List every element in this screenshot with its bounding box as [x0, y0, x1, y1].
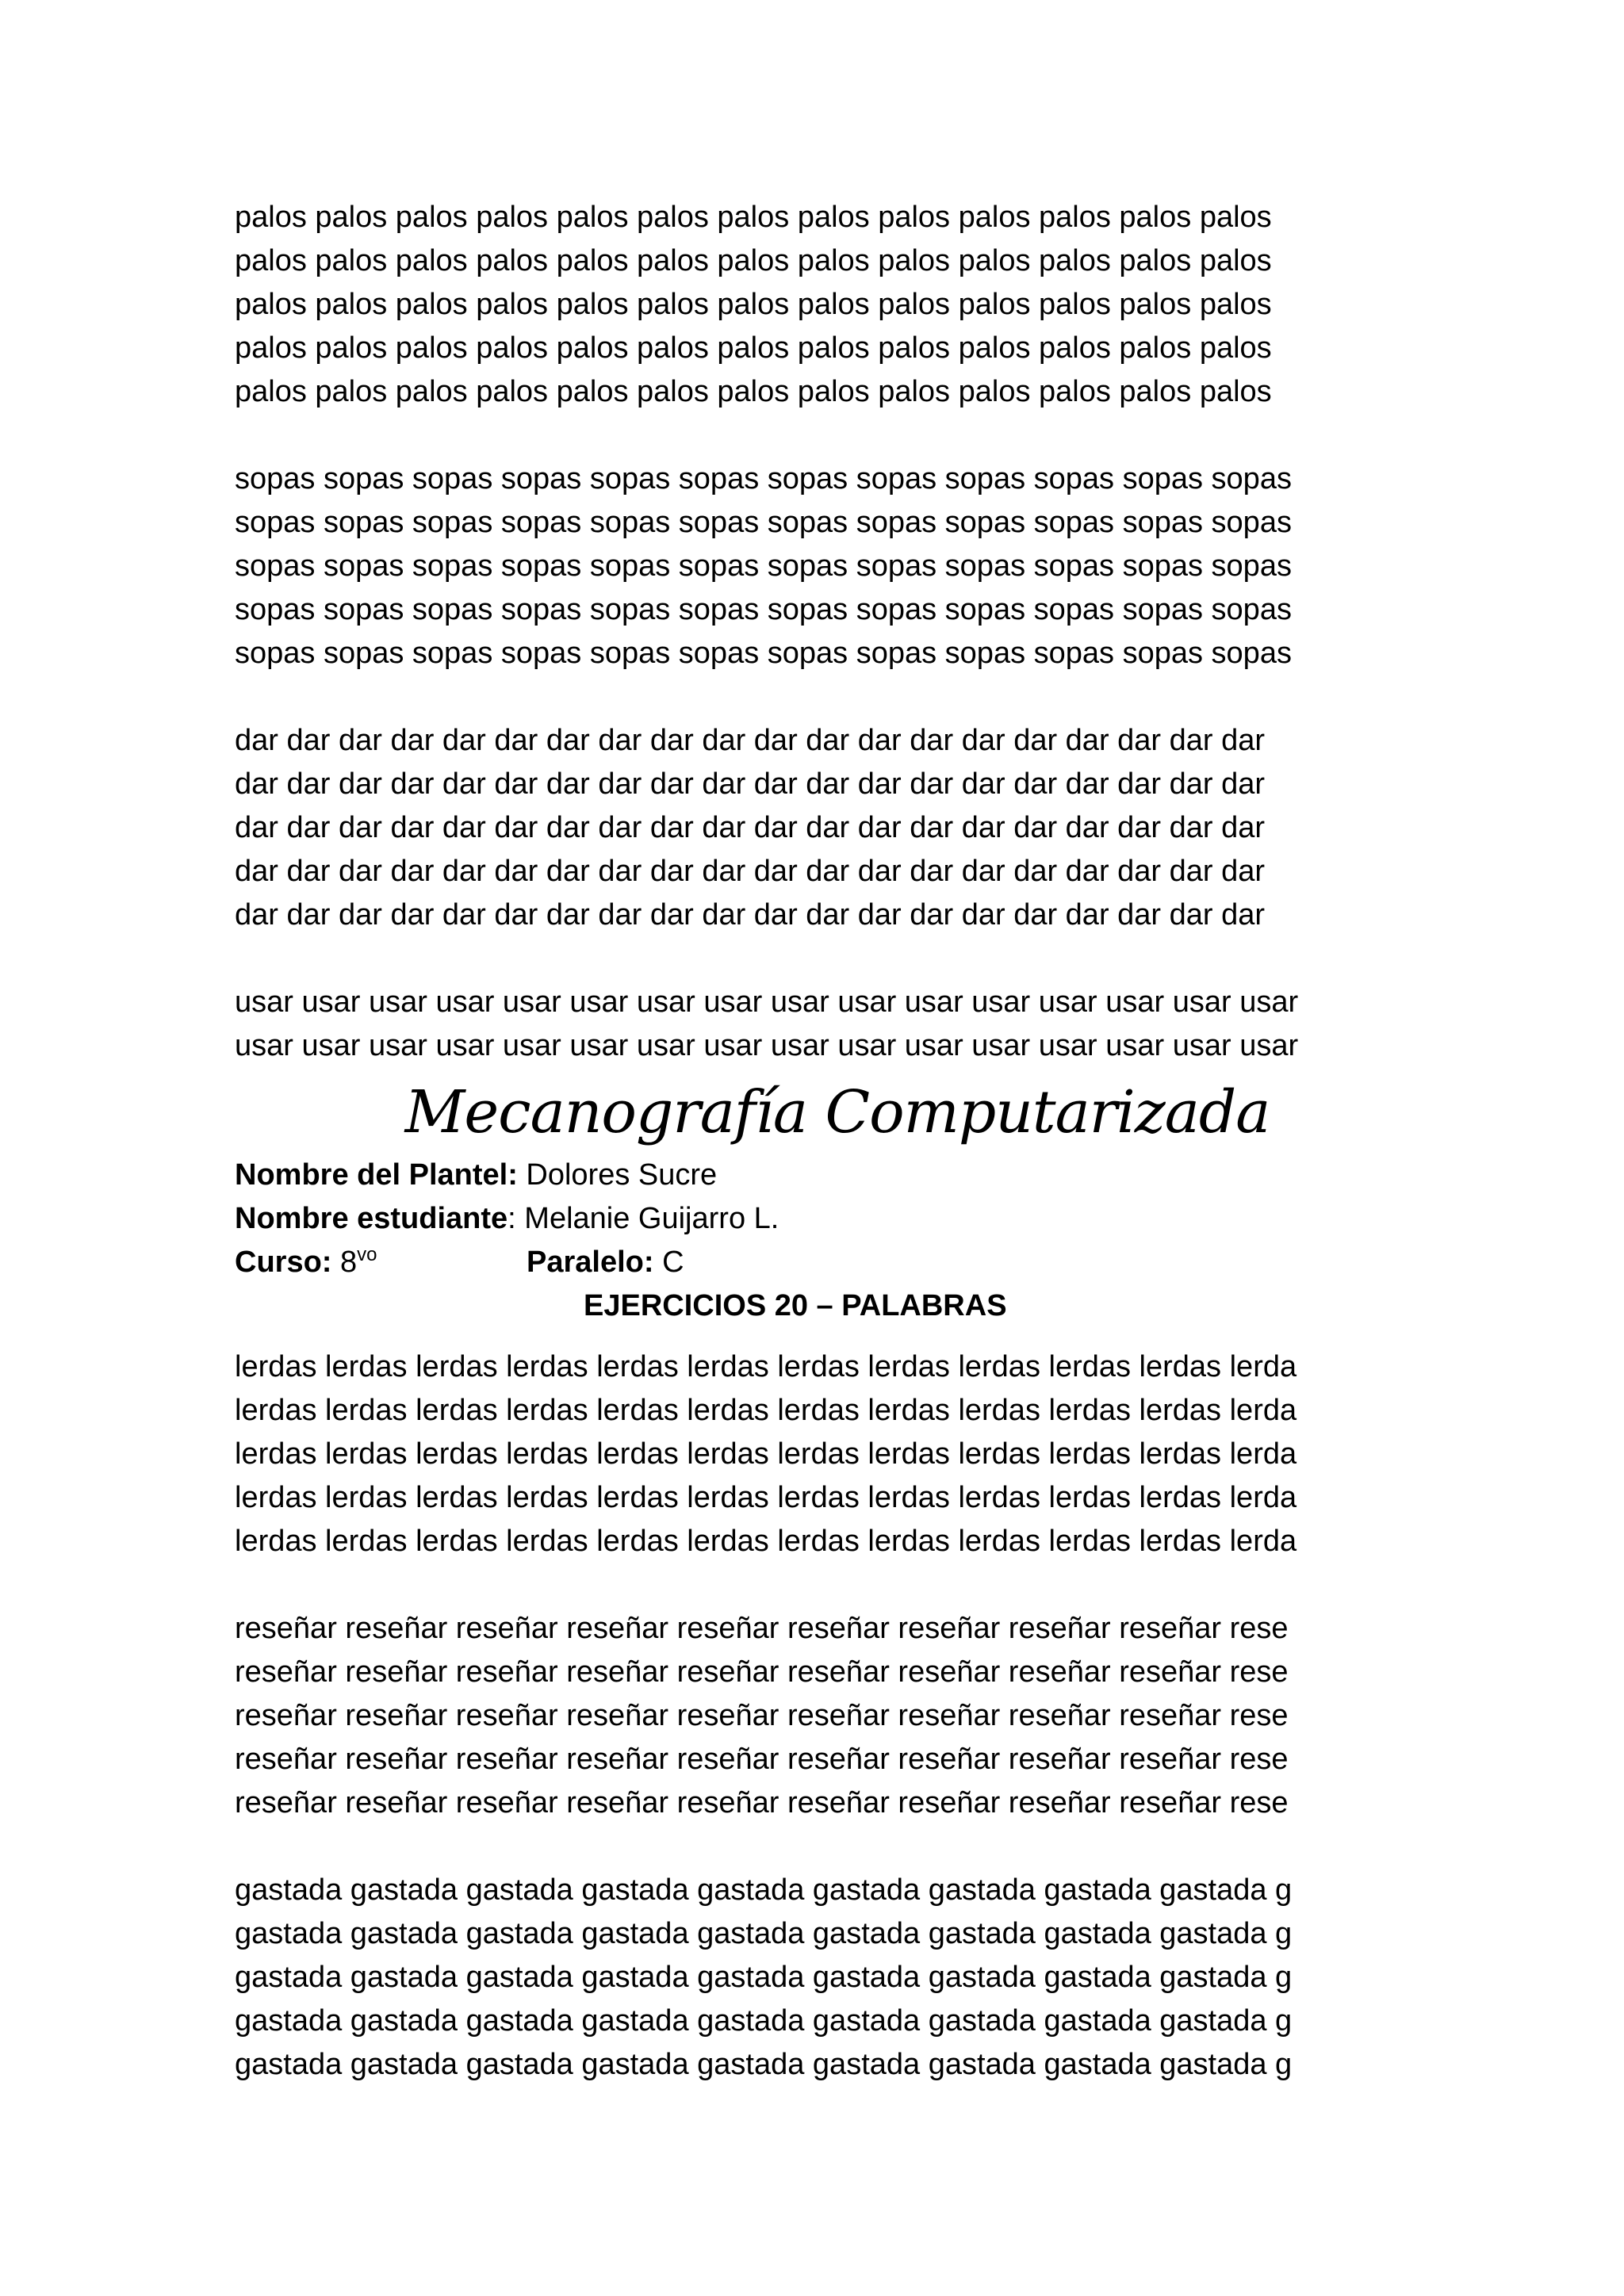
estudiante-line [235, 1197, 1440, 1241]
text-line: gastada gastada gastada gastada gastada gastada gastada gastada gastada g [235, 1873, 1293, 1907]
text-line: reseñar reseñar reseñar reseñar reseñar reseñar reseñar reseñar reseñar rese [235, 1743, 1289, 1776]
block-spacer [235, 1563, 1440, 1607]
text-line: dar dar dar dar dar dar dar dar dar dar dar dar dar dar dar dar dar dar dar dar [235, 811, 1266, 844]
text-line: palos palos palos palos palos palos palos palos palos palos palos palos palos [235, 375, 1272, 408]
text-line: palos palos palos palos palos palos palos palos palos palos palos palos palos [235, 288, 1272, 321]
text-line: palos palos palos palos palos palos palos palos palos palos palos palos palos [235, 201, 1272, 234]
text-line: reseñar reseñar reseñar reseñar reseñar reseñar reseñar reseñar reseñar rese [235, 1612, 1289, 1645]
plantel-line [235, 1154, 1440, 1197]
exercise-block-dar [235, 719, 1440, 937]
document-content [235, 196, 1440, 2087]
text-line: dar dar dar dar dar dar dar dar dar dar dar dar dar dar dar dar dar dar dar dar [235, 898, 1266, 932]
text-line: dar dar dar dar dar dar dar dar dar dar dar dar dar dar dar dar dar dar dar dar [235, 855, 1266, 888]
text-line: lerdas lerdas lerdas lerdas lerdas lerdas lerdas lerdas lerdas lerdas lerdas lerda [235, 1350, 1297, 1383]
text-line: sopas sopas sopas sopas sopas sopas sopas sopas sopas sopas sopas sopas [235, 593, 1292, 626]
text-line: lerdas lerdas lerdas lerdas lerdas lerdas lerdas lerdas lerdas lerdas lerdas lerda [235, 1437, 1297, 1471]
text-line: usar usar usar usar usar usar usar usar usar usar usar usar usar usar usar usar [235, 1029, 1299, 1062]
text-line: sopas sopas sopas sopas sopas sopas sopas sopas sopas sopas sopas sopas [235, 549, 1292, 583]
exercise-block-palos [235, 196, 1440, 414]
text-line: sopas sopas sopas sopas sopas sopas sopas sopas sopas sopas sopas sopas [235, 637, 1292, 670]
exercise-block-sopas [235, 457, 1440, 675]
text-line: gastada gastada gastada gastada gastada gastada gastada gastada gastada g [235, 2004, 1293, 2038]
text-line: usar usar usar usar usar usar usar usar usar usar usar usar usar usar usar usar [235, 985, 1299, 1019]
block-spacer [235, 937, 1440, 981]
text-line: sopas sopas sopas sopas sopas sopas sopas sopas sopas sopas sopas sopas [235, 506, 1292, 539]
text-line: reseñar reseñar reseñar reseñar reseñar reseñar reseñar reseñar reseñar rese [235, 1699, 1289, 1732]
exercise-block-gastada [235, 1869, 1440, 2087]
paralelo-group [527, 1241, 684, 1284]
paralelo-label: Paralelo: [527, 1246, 654, 1279]
curso-value: 8 [331, 1246, 358, 1279]
block-spacer [235, 675, 1440, 719]
estudiante-label: Nombre estudiante [235, 1202, 508, 1235]
plantel-label: Nombre del Plantel: [235, 1158, 518, 1192]
text-line: lerdas lerdas lerdas lerdas lerdas lerdas lerdas lerdas lerdas lerdas lerdas lerda [235, 1525, 1297, 1558]
block-spacer [235, 1328, 1440, 1345]
paralelo-value: C [653, 1246, 684, 1279]
exercise-block-resenar [235, 1607, 1440, 1825]
text-line: palos palos palos palos palos palos palos palos palos palos palos palos palos [235, 244, 1272, 277]
text-line: gastada gastada gastada gastada gastada gastada gastada gastada gastada g [235, 1961, 1293, 1994]
text-line: palos palos palos palos palos palos palos palos palos palos palos palos palos [235, 331, 1272, 365]
text-line: gastada gastada gastada gastada gastada gastada gastada gastada gastada g [235, 2048, 1293, 2081]
text-line: dar dar dar dar dar dar dar dar dar dar dar dar dar dar dar dar dar dar dar dar [235, 724, 1266, 757]
curso-line [235, 1241, 1440, 1284]
estudiante-value: : Melanie Guijarro L. [508, 1202, 779, 1235]
curso-label: Curso: [235, 1246, 332, 1279]
block-spacer [235, 1825, 1440, 1869]
block-spacer [235, 414, 1440, 457]
text-line: lerdas lerdas lerdas lerdas lerdas lerdas lerdas lerdas lerdas lerdas lerdas lerda [235, 1394, 1297, 1427]
text-line: dar dar dar dar dar dar dar dar dar dar dar dar dar dar dar dar dar dar dar dar [235, 767, 1266, 801]
text-line: lerdas lerdas lerdas lerdas lerdas lerdas lerdas lerdas lerdas lerdas lerdas lerda [235, 1481, 1297, 1514]
text-line: sopas sopas sopas sopas sopas sopas sopas sopas sopas sopas sopas sopas [235, 462, 1292, 496]
exercise-heading: EJERCICIOS 20 – PALABRAS [584, 1289, 1007, 1322]
plantel-value: Dolores Sucre [517, 1158, 718, 1192]
exercise-block-usar [235, 981, 1440, 1068]
text-line: reseñar reseñar reseñar reseñar reseñar reseñar reseñar reseñar reseñar rese [235, 1655, 1289, 1689]
text-line: gastada gastada gastada gastada gastada gastada gastada gastada gastada g [235, 1917, 1293, 1950]
exercise-block-lerdas [235, 1345, 1440, 1563]
curso-superscript: vo [357, 1244, 377, 1265]
text-line: reseñar reseñar reseñar reseñar reseñar reseñar reseñar reseñar reseñar rese [235, 1786, 1289, 1820]
document-title: Mecanografía Computarizada [404, 1078, 1270, 1146]
